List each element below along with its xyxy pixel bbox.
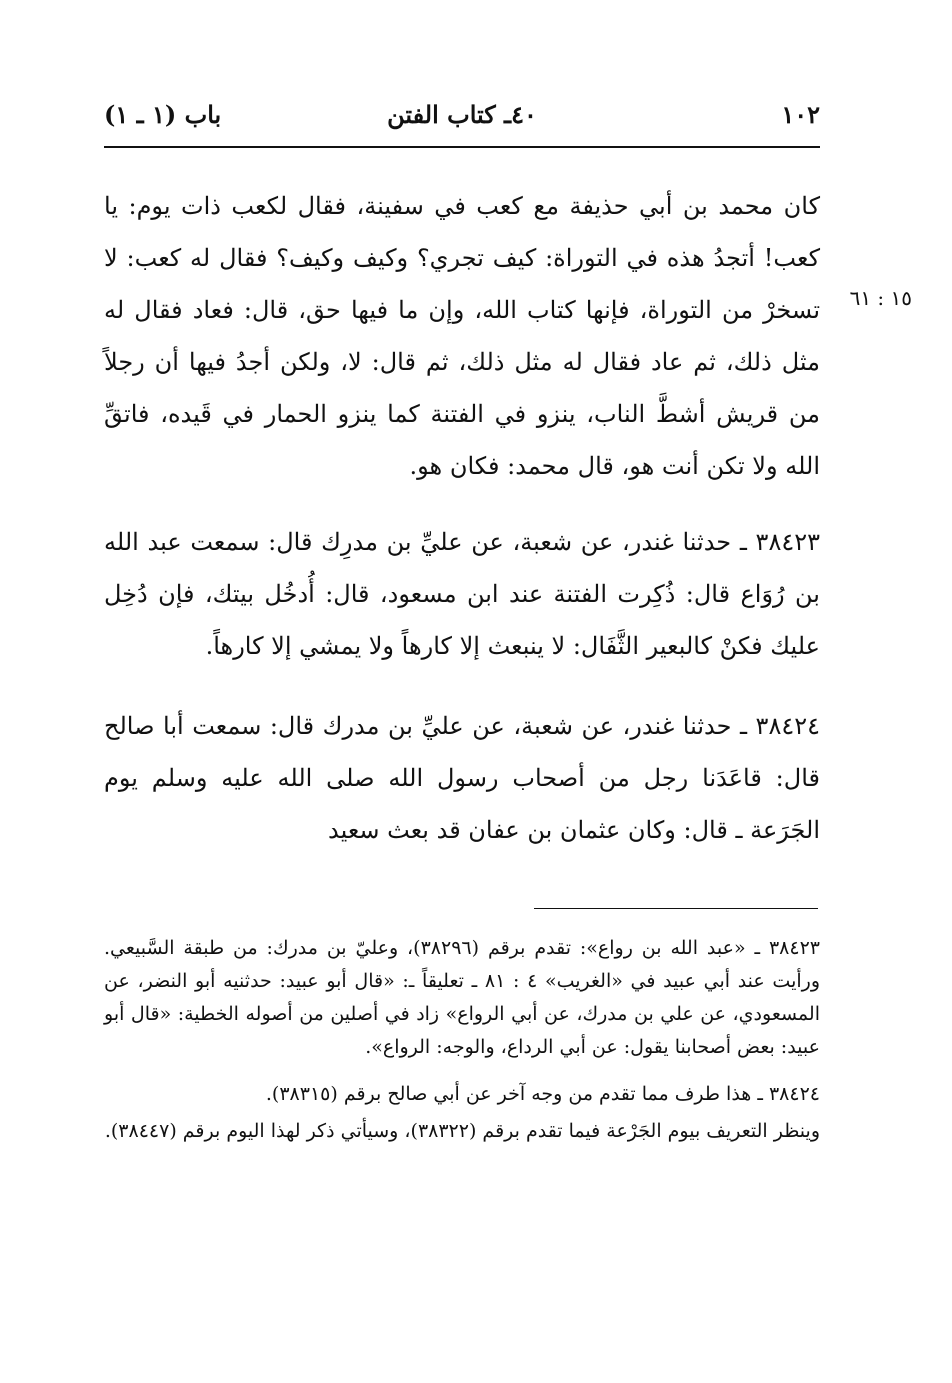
footnote-rule: [534, 908, 818, 909]
footnote: ٣٨٤٢٣ ـ «عبد الله بن رواع»: تقدم برقم (٣٨٢٩٦)، وعليّ بن مدرك: من طبقة السَّبيعي. ورأيت عند أبي عبيد في «الغريب» ٤ : ٨١ ـ تعليقاً ـ: «قال أبو عبيد: حدثنيه أبو النضر، عن المسعودي، عن علي بن مدرك، عن أبي الرواع» زاد في أصلين من أصوله الخطية: «قال أبو عبيد: بعض أصحابنا يقول: عن أبي الرداع، والوجه: الرواع».: [104, 937, 821, 1058]
page-header: [104, 100, 820, 136]
paragraph: ٣٨٤٢٣ ـ حدثنا غندر، عن شعبة، عن عليِّ بن مدرِك قال: سمعت عبد الله بن رُوَاع قال: ذُكِرت الفتنة عند ابن مسعود، قال: أُدخُل بيتك، فإن دُخِل عليك فكنْ كالبعير الثَّفَال: لا ينبعث إلا كارهاً ولا يمشي إلا كارهاً.: [104, 528, 820, 660]
footnote: وينظر التعريف بيوم الجَرْعة فيما تقدم برقم (٣٨٣٢٢)، وسيأتي ذكر لهذا اليوم برقم (٣٨٤٤٧).: [104, 1120, 820, 1142]
margin-reference: ١٥ : ٦١: [849, 286, 912, 310]
paragraph: كان محمد بن أبي حذيفة مع كعب في سفينة، فقال لكعب ذات يوم: يا كعب! أتجدُ هذه في التوراة: كيف تجري؟ وكيف وكيف؟ فقال له كعب: لا تسخرْ من التوراة، فإنها كتاب الله، وإن ما فيها حق، قال: فعاد فقال له مثل ذلك، ثم عاد فقال له مثل ذلك، ثم قال: لا، ولكن أجدُ فيها أن رجلاً من قريش أشطَّ الناب، ينزو في الفتنة كما ينزو الحمار في قَيده، فاتقِّ الله ولا تكن أنت هو، قال محمد: فكان هو.: [104, 192, 820, 480]
section-label: باب (١ ـ ١): [104, 100, 222, 129]
paragraph: ٣٨٤٢٤ ـ حدثنا غندر، عن شعبة، عن عليِّ بن مدرك قال: سمعت أبا صالح قال: قاعَدَنا رجل من أصحاب رسول الله صلى الله عليه وسلم يوم الجَرَعة ـ قال: وكان عثمان بن عفان قد بعث سعيد: [104, 712, 820, 844]
page-number: ١٠٢: [781, 100, 820, 129]
book-title: ٤٠ـ كتاب الفتن: [387, 100, 537, 129]
footnotes: [104, 932, 820, 1162]
main-text: [104, 180, 820, 884]
header-rule: [104, 146, 820, 148]
footnote: ٣٨٤٢٤ ـ هذا طرف مما تقدم من وجه آخر عن أبي صالح برقم (٣٨٣١٥).: [265, 1083, 820, 1105]
